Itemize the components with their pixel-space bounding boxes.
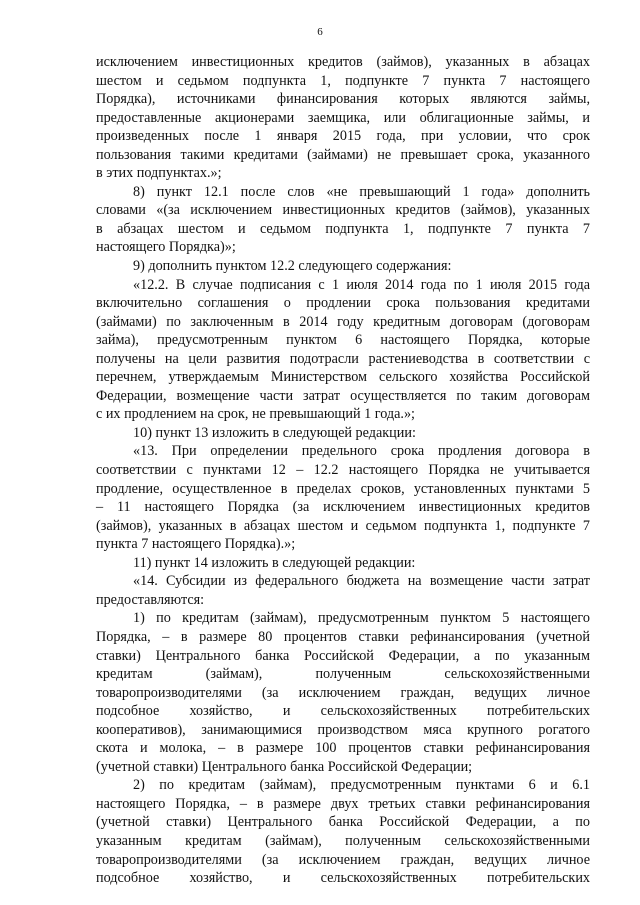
text-line: скота и молока, – в размере 100 процентов ставки рефинансирования (96, 740, 590, 757)
text-line: (учетной ставки) Центрального банка Российской Федерации; (96, 758, 473, 775)
text-line: 1) по кредитам (займам), предусмотренным пунктом 5 настоящего (133, 610, 590, 627)
text-line: 10) пункт 13 изложить в следующей редакции: (133, 424, 416, 441)
text-line: предоставленные акционерами заемщика, или облигационные займы, и (96, 109, 590, 126)
text-line: предоставляются: (96, 591, 205, 608)
text-line: «13. При определении предельного срока продления договора в (133, 443, 590, 460)
text-line: кооперативов), занимающимися производством мяса крупного рогатого (96, 721, 590, 738)
text-line: продление, осуществленное в пределах сроков, установленных пунктами 5 (96, 480, 590, 497)
text-line: в абзацах шестом и седьмом подпункта 1, подпункте 7 пункта 7 (96, 220, 590, 237)
text-line: 8) пункт 12.1 после слов «не превышающий 1 года» дополнить (133, 183, 590, 200)
text-line: товаропроизводителями (за исключением граждан, ведущих личное (96, 851, 590, 868)
text-line: шестом и седьмом подпункта 1, подпункте 7 пункта 7 настоящего (96, 72, 590, 89)
text-line: получены на цели развития подотрасли растениеводства в соответствии с (96, 350, 590, 367)
text-line: (учетной ставки) Центрального банка Российской Федерации, а по (96, 814, 590, 831)
text-line: «12.2. В случае подписания с 1 июля 2014 года по 1 июля 2015 года (133, 276, 590, 293)
text-line: подсобное хозяйство, и сельскохозяйственных потребительских (96, 870, 590, 887)
text-line: Порядка), источниками финансирования которых являются займы, (96, 91, 590, 108)
page-number: 6 (317, 26, 323, 38)
text-line: пункта 7 настоящего Порядка).»; (96, 536, 296, 553)
text-line: включительно соглашения о продлении срока пользования кредитами (96, 295, 590, 312)
text-line: Федерации, возмещение части затрат осуществляется по таким договорам (96, 387, 590, 404)
text-line: займа), предусмотренным пунктом 6 настоящего Порядка, которые (96, 332, 590, 349)
text-line: перечнем, утверждаемым Министерством сельского хозяйства Российской (96, 369, 590, 386)
text-line: «14. Субсидии из федерального бюджета на возмещение части затрат (133, 573, 590, 590)
text-line: в этих подпунктах.»; (96, 165, 222, 182)
text-line: настоящего Порядка, – в размере двух третьих ставки рефинансирования (96, 795, 590, 812)
text-line: 11) пункт 14 изложить в следующей редакции: (133, 554, 416, 571)
text-line: с их продлением на срок, не превышающий 1 года.»; (96, 406, 415, 423)
text-line: пользования такими кредитами (займами) не превышает срока, указанного (96, 146, 590, 163)
text-line: товаропроизводителями (за исключением граждан, ведущих личное (96, 684, 590, 701)
text-line: подсобное хозяйство, и сельскохозяйственных потребительских (96, 703, 590, 720)
text-line: настоящего Порядка)»; (96, 239, 236, 256)
text-line: ставки) Центрального банка Российской Федерации, а по указанным (96, 647, 590, 664)
document-body (96, 53, 590, 888)
text-line: – 11 настоящего Порядка (за исключением инвестиционных кредитов (96, 499, 590, 516)
text-line: (займов), указанных в абзацах шестом и седьмом подпункта 1, подпункте 7 (96, 517, 590, 534)
text-line: (займами) по заключенным в 2014 году кредитным договорам (договорам (96, 313, 590, 330)
text-line: соответствии с пунктами 12 – 12.2 настоящего Порядка не учитывается (96, 462, 590, 479)
text-line: указанным кредитам (займам), полученным сельскохозяйственными (96, 832, 590, 849)
text-line: словами «(за исключением инвестиционных кредитов (займов), указанных (96, 202, 590, 219)
text-line: 2) по кредитам (займам), предусмотренным пунктами 6 и 6.1 (133, 777, 590, 794)
text-line: произведенных после 1 января 2015 года, при условии, что срок (96, 128, 590, 145)
text-line: кредитам (займам), полученным сельскохозяйственными (96, 666, 590, 683)
text-line: исключением инвестиционных кредитов (займов), указанных в абзацах (96, 54, 590, 70)
text-line: Порядка, – в размере 80 процентов ставки рефинансирования (учетной (96, 628, 590, 645)
text-line: 9) дополнить пунктом 12.2 следующего содержания: (133, 258, 452, 275)
